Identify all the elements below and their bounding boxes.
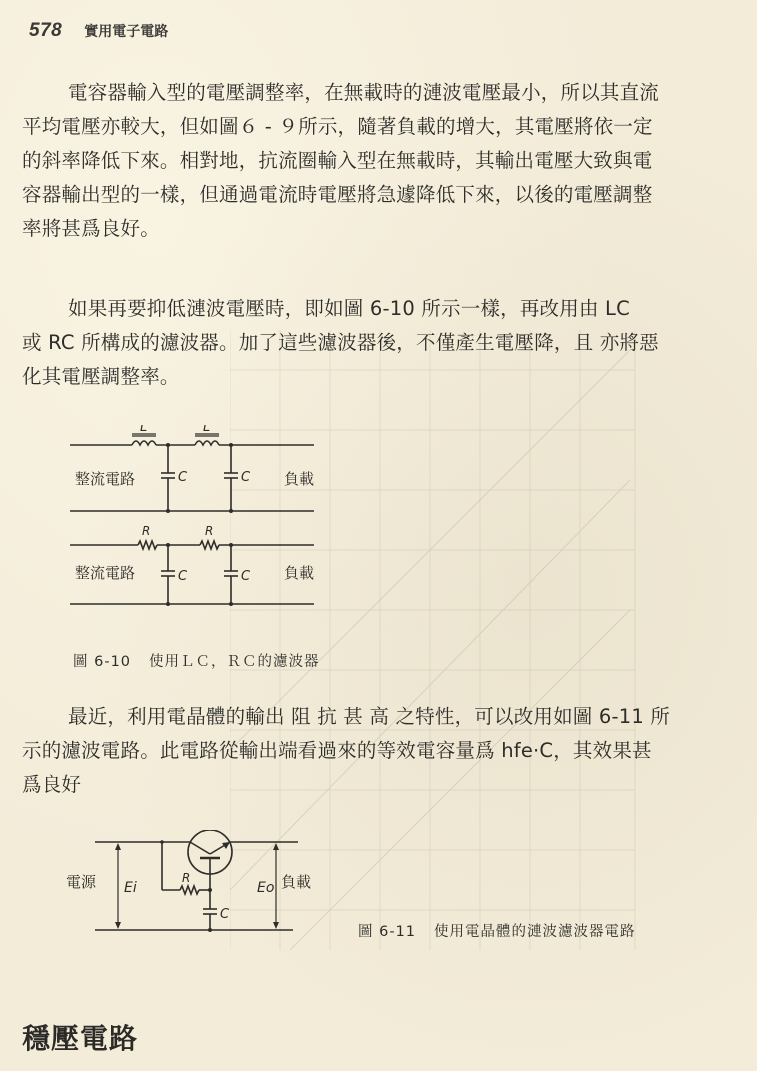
paragraph-line: 容器輸出型的一樣，但通過電流時電壓將急遽降低下來，以後的電壓調整 (22, 183, 653, 206)
paragraph-line: 的斜率降低下來。相對地，抗流圈輸入型在無載時，其輸出電壓大致與電 (22, 149, 653, 172)
rectifier-label: 整流電路 (75, 470, 136, 488)
figure-6-10-diagram (60, 425, 340, 625)
paragraph-line: 示的濾波電路。此電路從輸出端看過來的等效電容量爲 hfe·C，其效果甚 (22, 739, 652, 762)
paragraph-3 (22, 700, 737, 802)
power-source-label: 電源 (66, 873, 97, 891)
capacitor-label: C (178, 569, 188, 584)
caption-text: 使用ＬＣ，ＲＣ的濾波器 (149, 654, 320, 670)
paragraph-line: 率將甚爲良好。 (22, 217, 160, 240)
paragraph-2 (22, 292, 737, 394)
figure-6-11-caption (358, 920, 636, 941)
load-label: 負載 (284, 564, 315, 582)
paragraph-line: 電容器輸入型的電壓調整率，在無載時的漣波電壓最小，所以其直流 (68, 81, 660, 104)
capacitor-label: C (241, 470, 251, 485)
capacitor-label: C (220, 907, 230, 922)
caption-number: 圖 6-10 (73, 654, 132, 670)
inductor-label: L (140, 425, 148, 435)
load-label: 負載 (284, 470, 315, 488)
running-title: 實用電子電路 (84, 24, 169, 40)
paragraph-line: 化其電壓調整率。 (22, 365, 180, 388)
paragraph-line: 平均電壓亦較大，但如圖６ - ９所示，隨著負載的增大，其電壓將依一定 (22, 115, 653, 138)
inductor-label: L (203, 425, 211, 435)
rectifier-label: 整流電路 (75, 564, 136, 582)
paragraph-1 (22, 76, 737, 246)
resistor-label: R (182, 871, 191, 885)
input-voltage-label: Ei (124, 880, 137, 896)
page-header (29, 20, 168, 42)
figure-6-11-diagram (60, 830, 320, 940)
paragraph-line: 最近，利用電晶體的輸出 阻 抗 甚 高 之特性，可以改用如圖 6-11 所 (68, 705, 671, 728)
paragraph-line: 如果再要抑低漣波電壓時，即如圖 6-10 所示一樣，再改用由 LC (68, 297, 630, 320)
load-label: 負載 (281, 873, 312, 891)
resistor-label: R (205, 524, 214, 538)
caption-text: 使用電晶體的漣波濾波器電路 (434, 924, 636, 940)
figure-6-10-caption (73, 650, 320, 671)
paragraph-line: 或 RC 所構成的濾波器。加了這些濾波器後，不僅產生電壓降，且 亦將惡 (22, 331, 659, 354)
page-number: 578 (29, 20, 63, 41)
caption-number: 圖 6-11 (358, 924, 417, 940)
output-voltage-label: Eo (257, 880, 275, 896)
paragraph-line: 爲良好 (22, 773, 82, 796)
capacitor-label: C (178, 470, 188, 485)
capacitor-label: C (241, 569, 251, 584)
resistor-label: R (142, 524, 151, 538)
section-heading: 穩壓電路 (22, 1022, 139, 1055)
